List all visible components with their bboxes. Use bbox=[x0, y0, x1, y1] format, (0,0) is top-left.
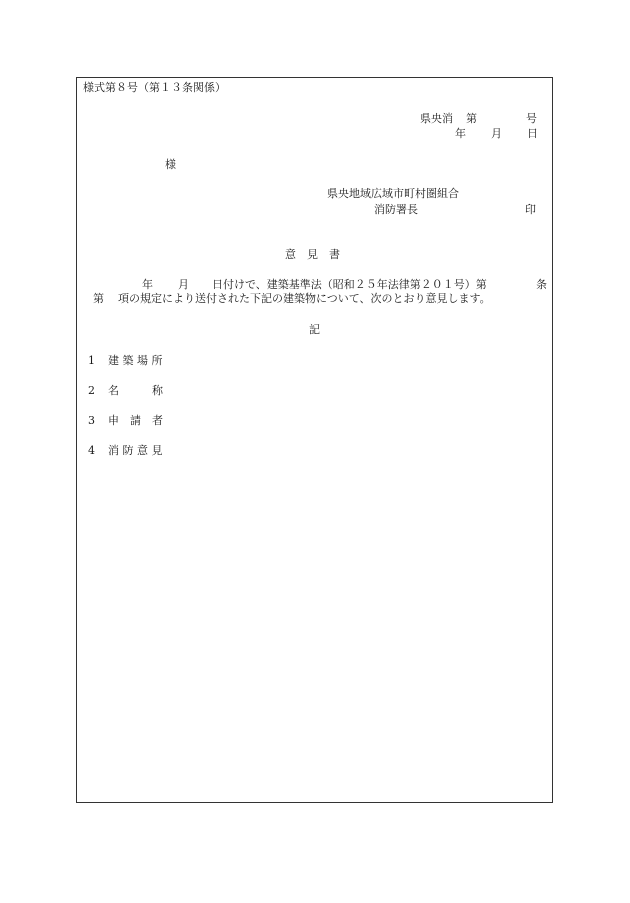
body-jo: 条 bbox=[536, 278, 547, 291]
item-4-number: 4 bbox=[88, 444, 95, 457]
doc-number-go: 号 bbox=[526, 112, 537, 125]
date-day: 日 bbox=[527, 127, 538, 140]
document-title: 意 見 書 bbox=[285, 248, 340, 261]
body-month: 月 bbox=[178, 278, 189, 291]
item-2-label: 名 称 bbox=[108, 384, 163, 397]
item-3-label: 申 請 者 bbox=[108, 414, 163, 427]
addressee-suffix: 様 bbox=[165, 158, 176, 171]
sender-organization: 県央地域広域市町村圏組合 bbox=[327, 187, 459, 200]
body-line2: 項の規定により送付された下記の建築物について、次のとおり意見します。 bbox=[118, 292, 491, 305]
item-4-label: 消 防 意 見 bbox=[108, 444, 163, 457]
sender-title: 消防署長 bbox=[374, 203, 418, 216]
item-2-number: 2 bbox=[88, 384, 95, 397]
date-month: 月 bbox=[491, 127, 502, 140]
doc-number-dai: 第 bbox=[466, 112, 477, 125]
item-1-label: 建 築 場 所 bbox=[108, 354, 163, 367]
seal-mark: 印 bbox=[525, 203, 536, 216]
ki-heading: 記 bbox=[309, 323, 320, 336]
item-3-number: 3 bbox=[88, 414, 95, 427]
body-line1: 日付けで、建築基準法（昭和２５年法律第２０１号）第 bbox=[212, 278, 487, 291]
body-year: 年 bbox=[142, 278, 153, 291]
item-1-number: 1 bbox=[88, 354, 95, 367]
body-dai: 第 bbox=[93, 292, 104, 305]
doc-number-prefix: 県央消 bbox=[420, 112, 453, 125]
date-year: 年 bbox=[455, 127, 466, 140]
form-frame bbox=[76, 77, 553, 803]
form-number: 様式第８号（第１３条関係） bbox=[83, 81, 226, 94]
